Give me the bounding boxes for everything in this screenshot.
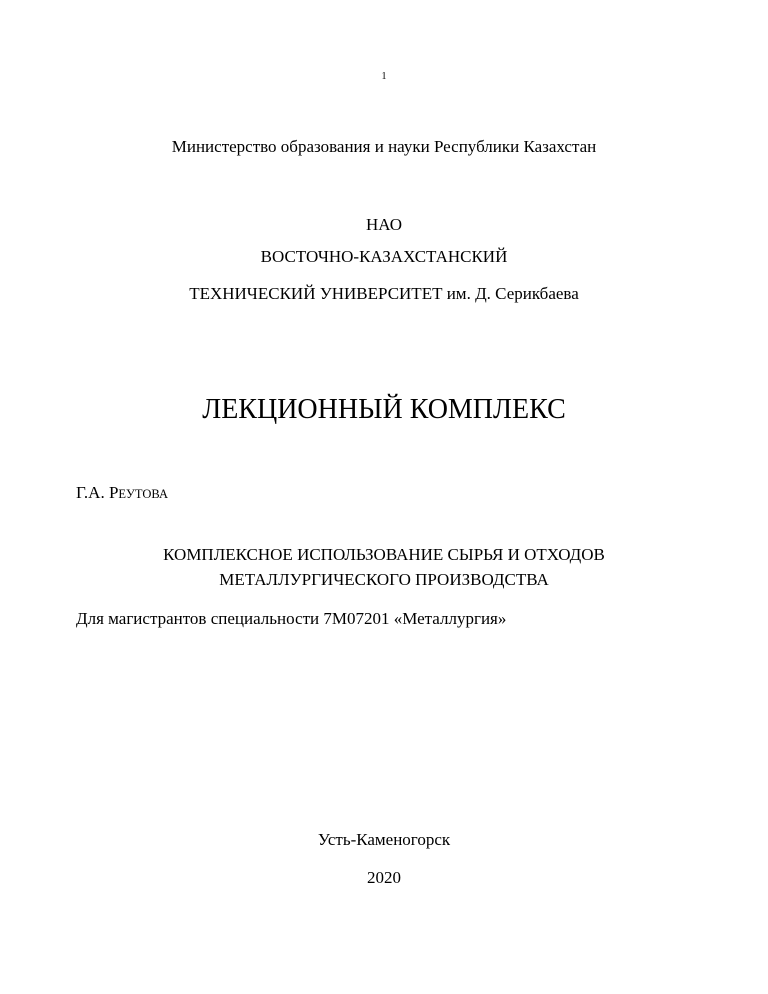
publication-year: 2020 bbox=[367, 868, 401, 887]
ministry-name: Министерство образования и науки Республики Казахстан bbox=[171, 137, 597, 156]
course-title-line1: КОМПЛЕКСНОЕ ИСПОЛЬЗОВАНИЕ СЫРЬЯ И ОТХОДОВ bbox=[163, 545, 605, 564]
university-name-line2: ТЕХНИЧЕСКИЙ УНИВЕРСИТЕТ им. Д. Серикбаева bbox=[189, 284, 579, 303]
author-surname-initial: Р bbox=[108, 483, 119, 502]
organization-type: НАО bbox=[366, 215, 402, 234]
document-title: ЛЕКЦИОННЫЙ КОМПЛЕКС bbox=[202, 394, 566, 425]
audience-statement: Для магистрантов специальности 7М07201 «Металлургия» bbox=[76, 609, 507, 628]
author-surname-rest: ЕУТОВА bbox=[118, 487, 168, 501]
publication-city: Усть-Каменогорск bbox=[317, 830, 451, 849]
author-initials: Г.А. bbox=[76, 483, 105, 502]
page-number: 1 bbox=[381, 71, 387, 82]
course-title-line2: МЕТАЛЛУРГИЧЕСКОГО ПРОИЗВОДСТВА bbox=[219, 570, 549, 589]
university-name-line1: ВОСТОЧНО-КАЗАХСТАНСКИЙ bbox=[260, 247, 508, 266]
author-name bbox=[76, 484, 168, 501]
